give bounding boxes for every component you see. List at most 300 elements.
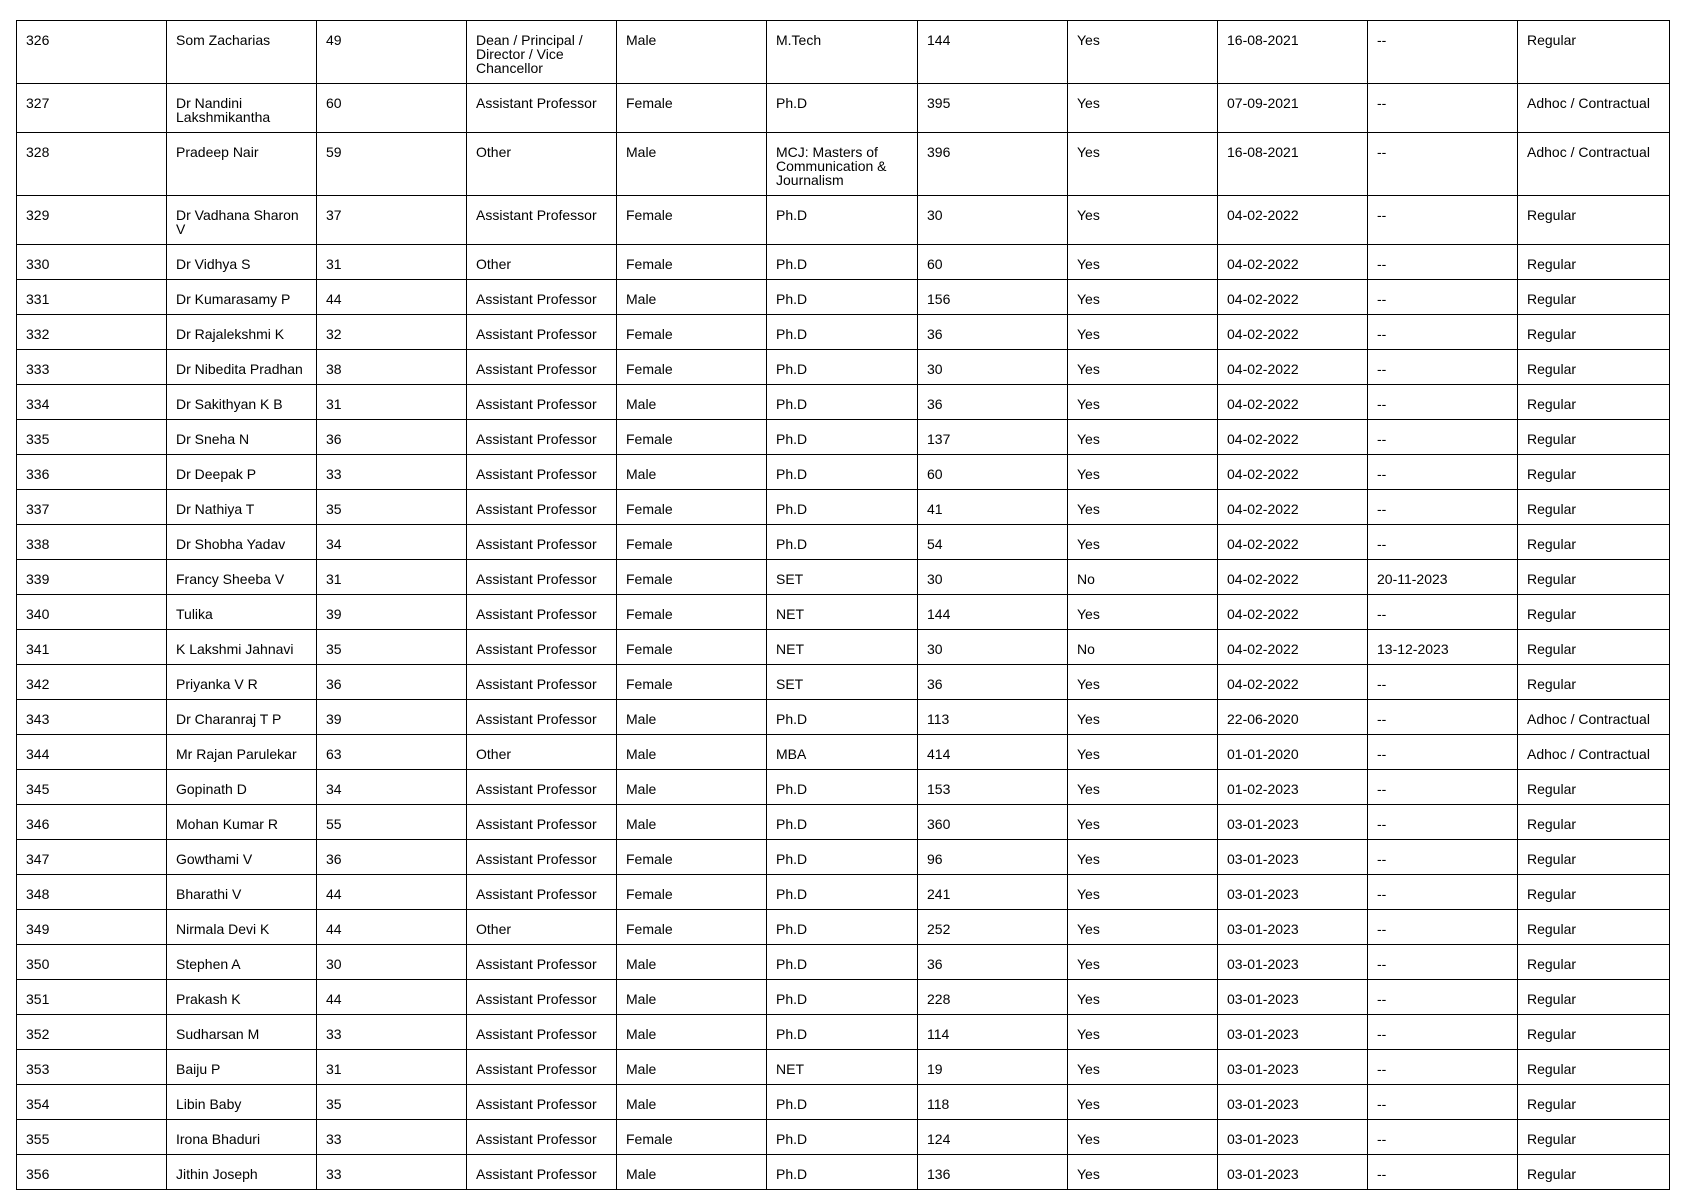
- qualification-cell: Ph.D: [767, 455, 918, 490]
- leaving-date-cell: --: [1368, 665, 1518, 700]
- name-cell: Dr Sneha N: [167, 420, 317, 455]
- table-row: [17, 735, 1670, 770]
- serial-number-cell: 329: [17, 196, 167, 245]
- name-cell: Mohan Kumar R: [167, 805, 317, 840]
- experience-months-cell: 156: [918, 280, 1068, 315]
- designation-cell: Assistant Professor: [467, 630, 617, 665]
- gender-cell: Female: [617, 84, 767, 133]
- currently-working-cell: No: [1068, 560, 1218, 595]
- age-cell: 32: [317, 315, 467, 350]
- name-cell: Dr Nandini Lakshmikantha: [167, 84, 317, 133]
- table-row: [17, 21, 1670, 84]
- gender-cell: Female: [617, 595, 767, 630]
- designation-cell: Assistant Professor: [467, 525, 617, 560]
- gender-cell: Female: [617, 350, 767, 385]
- currently-working-cell: Yes: [1068, 595, 1218, 630]
- qualification-cell: Ph.D: [767, 945, 918, 980]
- experience-months-cell: 60: [918, 245, 1068, 280]
- age-cell: 44: [317, 875, 467, 910]
- gender-cell: Female: [617, 245, 767, 280]
- currently-working-cell: Yes: [1068, 84, 1218, 133]
- name-cell: Mr Rajan Parulekar: [167, 735, 317, 770]
- designation-cell: Assistant Professor: [467, 385, 617, 420]
- gender-cell: Male: [617, 945, 767, 980]
- table-row: [17, 455, 1670, 490]
- serial-number-cell: 337: [17, 490, 167, 525]
- currently-working-cell: Yes: [1068, 805, 1218, 840]
- serial-number-cell: 333: [17, 350, 167, 385]
- joining-date-cell: 01-02-2023: [1218, 770, 1368, 805]
- age-cell: 31: [317, 385, 467, 420]
- age-cell: 35: [317, 1085, 467, 1120]
- leaving-date-cell: --: [1368, 805, 1518, 840]
- currently-working-cell: Yes: [1068, 945, 1218, 980]
- name-cell: Pradeep Nair: [167, 133, 317, 196]
- gender-cell: Male: [617, 280, 767, 315]
- leaving-date-cell: --: [1368, 1155, 1518, 1190]
- joining-date-cell: 03-01-2023: [1218, 980, 1368, 1015]
- table-row: [17, 84, 1670, 133]
- serial-number-cell: 345: [17, 770, 167, 805]
- experience-months-cell: 414: [918, 735, 1068, 770]
- leaving-date-cell: --: [1368, 875, 1518, 910]
- leaving-date-cell: --: [1368, 980, 1518, 1015]
- gender-cell: Female: [617, 630, 767, 665]
- leaving-date-cell: 20-11-2023: [1368, 560, 1518, 595]
- designation-cell: Assistant Professor: [467, 280, 617, 315]
- age-cell: 33: [317, 1015, 467, 1050]
- serial-number-cell: 353: [17, 1050, 167, 1085]
- name-cell: Sudharsan M: [167, 1015, 317, 1050]
- appointment-type-cell: Adhoc / Contractual: [1518, 735, 1670, 770]
- age-cell: 33: [317, 1120, 467, 1155]
- designation-cell: Assistant Professor: [467, 980, 617, 1015]
- designation-cell: Assistant Professor: [467, 875, 617, 910]
- qualification-cell: NET: [767, 595, 918, 630]
- currently-working-cell: Yes: [1068, 315, 1218, 350]
- leaving-date-cell: --: [1368, 770, 1518, 805]
- leaving-date-cell: --: [1368, 1050, 1518, 1085]
- qualification-cell: SET: [767, 665, 918, 700]
- currently-working-cell: Yes: [1068, 700, 1218, 735]
- joining-date-cell: 16-08-2021: [1218, 21, 1368, 84]
- name-cell: K Lakshmi Jahnavi: [167, 630, 317, 665]
- gender-cell: Female: [617, 196, 767, 245]
- appointment-type-cell: Regular: [1518, 1155, 1670, 1190]
- age-cell: 34: [317, 525, 467, 560]
- name-cell: Dr Charanraj T P: [167, 700, 317, 735]
- designation-cell: Assistant Professor: [467, 490, 617, 525]
- gender-cell: Female: [617, 875, 767, 910]
- name-cell: Jithin Joseph: [167, 1155, 317, 1190]
- leaving-date-cell: --: [1368, 245, 1518, 280]
- appointment-type-cell: Regular: [1518, 560, 1670, 595]
- serial-number-cell: 354: [17, 1085, 167, 1120]
- gender-cell: Male: [617, 21, 767, 84]
- gender-cell: Female: [617, 315, 767, 350]
- name-cell: Prakash K: [167, 980, 317, 1015]
- appointment-type-cell: Regular: [1518, 525, 1670, 560]
- table-row: [17, 875, 1670, 910]
- qualification-cell: M.Tech: [767, 21, 918, 84]
- appointment-type-cell: Regular: [1518, 1050, 1670, 1085]
- name-cell: Dr Vidhya S: [167, 245, 317, 280]
- gender-cell: Male: [617, 385, 767, 420]
- qualification-cell: Ph.D: [767, 980, 918, 1015]
- age-cell: 31: [317, 1050, 467, 1085]
- table-row: [17, 665, 1670, 700]
- name-cell: Dr Nathiya T: [167, 490, 317, 525]
- table-row: [17, 1050, 1670, 1085]
- serial-number-cell: 341: [17, 630, 167, 665]
- appointment-type-cell: Regular: [1518, 1120, 1670, 1155]
- serial-number-cell: 339: [17, 560, 167, 595]
- appointment-type-cell: Regular: [1518, 385, 1670, 420]
- qualification-cell: MCJ: Masters of Communication & Journalism: [767, 133, 918, 196]
- appointment-type-cell: Regular: [1518, 21, 1670, 84]
- age-cell: 31: [317, 245, 467, 280]
- currently-working-cell: Yes: [1068, 665, 1218, 700]
- leaving-date-cell: --: [1368, 840, 1518, 875]
- age-cell: 34: [317, 770, 467, 805]
- experience-months-cell: 252: [918, 910, 1068, 945]
- appointment-type-cell: Regular: [1518, 910, 1670, 945]
- designation-cell: Assistant Professor: [467, 1120, 617, 1155]
- table-row: [17, 1155, 1670, 1190]
- currently-working-cell: Yes: [1068, 455, 1218, 490]
- appointment-type-cell: Regular: [1518, 490, 1670, 525]
- designation-cell: Assistant Professor: [467, 84, 617, 133]
- table-row: [17, 525, 1670, 560]
- qualification-cell: Ph.D: [767, 875, 918, 910]
- qualification-cell: Ph.D: [767, 490, 918, 525]
- table-row: [17, 420, 1670, 455]
- table-row: [17, 595, 1670, 630]
- age-cell: 33: [317, 455, 467, 490]
- qualification-cell: Ph.D: [767, 840, 918, 875]
- serial-number-cell: 348: [17, 875, 167, 910]
- table-row: [17, 1085, 1670, 1120]
- age-cell: 38: [317, 350, 467, 385]
- name-cell: Baiju P: [167, 1050, 317, 1085]
- serial-number-cell: 336: [17, 455, 167, 490]
- faculty-table: [16, 20, 1670, 1190]
- designation-cell: Assistant Professor: [467, 350, 617, 385]
- designation-cell: Assistant Professor: [467, 1155, 617, 1190]
- table-row: [17, 490, 1670, 525]
- leaving-date-cell: --: [1368, 1015, 1518, 1050]
- age-cell: 36: [317, 420, 467, 455]
- currently-working-cell: No: [1068, 630, 1218, 665]
- table-row: [17, 980, 1670, 1015]
- appointment-type-cell: Adhoc / Contractual: [1518, 84, 1670, 133]
- currently-working-cell: Yes: [1068, 525, 1218, 560]
- table-row: [17, 840, 1670, 875]
- experience-months-cell: 136: [918, 1155, 1068, 1190]
- name-cell: Tulika: [167, 595, 317, 630]
- table-row: [17, 133, 1670, 196]
- qualification-cell: NET: [767, 630, 918, 665]
- designation-cell: Assistant Professor: [467, 1015, 617, 1050]
- table-row: [17, 280, 1670, 315]
- leaving-date-cell: --: [1368, 735, 1518, 770]
- name-cell: Gopinath D: [167, 770, 317, 805]
- gender-cell: Male: [617, 980, 767, 1015]
- appointment-type-cell: Regular: [1518, 350, 1670, 385]
- age-cell: 60: [317, 84, 467, 133]
- experience-months-cell: 153: [918, 770, 1068, 805]
- experience-months-cell: 144: [918, 595, 1068, 630]
- qualification-cell: Ph.D: [767, 280, 918, 315]
- designation-cell: Assistant Professor: [467, 1050, 617, 1085]
- name-cell: Bharathi V: [167, 875, 317, 910]
- joining-date-cell: 04-02-2022: [1218, 350, 1368, 385]
- joining-date-cell: 04-02-2022: [1218, 385, 1368, 420]
- appointment-type-cell: Regular: [1518, 840, 1670, 875]
- name-cell: Stephen A: [167, 945, 317, 980]
- leaving-date-cell: --: [1368, 945, 1518, 980]
- joining-date-cell: 04-02-2022: [1218, 280, 1368, 315]
- appointment-type-cell: Regular: [1518, 945, 1670, 980]
- currently-working-cell: Yes: [1068, 280, 1218, 315]
- experience-months-cell: 36: [918, 385, 1068, 420]
- appointment-type-cell: Regular: [1518, 1085, 1670, 1120]
- joining-date-cell: 04-02-2022: [1218, 630, 1368, 665]
- appointment-type-cell: Regular: [1518, 665, 1670, 700]
- leaving-date-cell: --: [1368, 420, 1518, 455]
- qualification-cell: Ph.D: [767, 1120, 918, 1155]
- joining-date-cell: 03-01-2023: [1218, 945, 1368, 980]
- age-cell: 36: [317, 665, 467, 700]
- experience-months-cell: 118: [918, 1085, 1068, 1120]
- appointment-type-cell: Regular: [1518, 875, 1670, 910]
- designation-cell: Assistant Professor: [467, 1085, 617, 1120]
- appointment-type-cell: Regular: [1518, 315, 1670, 350]
- experience-months-cell: 360: [918, 805, 1068, 840]
- designation-cell: Assistant Professor: [467, 196, 617, 245]
- currently-working-cell: Yes: [1068, 490, 1218, 525]
- gender-cell: Female: [617, 1120, 767, 1155]
- age-cell: 44: [317, 280, 467, 315]
- joining-date-cell: 04-02-2022: [1218, 245, 1368, 280]
- designation-cell: Assistant Professor: [467, 840, 617, 875]
- gender-cell: Male: [617, 455, 767, 490]
- qualification-cell: Ph.D: [767, 385, 918, 420]
- gender-cell: Male: [617, 1050, 767, 1085]
- table-row: [17, 770, 1670, 805]
- serial-number-cell: 346: [17, 805, 167, 840]
- leaving-date-cell: --: [1368, 1120, 1518, 1155]
- joining-date-cell: 03-01-2023: [1218, 875, 1368, 910]
- leaving-date-cell: --: [1368, 350, 1518, 385]
- designation-cell: Assistant Professor: [467, 455, 617, 490]
- joining-date-cell: 03-01-2023: [1218, 1015, 1368, 1050]
- name-cell: Irona Bhaduri: [167, 1120, 317, 1155]
- age-cell: 39: [317, 700, 467, 735]
- currently-working-cell: Yes: [1068, 245, 1218, 280]
- leaving-date-cell: --: [1368, 525, 1518, 560]
- currently-working-cell: Yes: [1068, 770, 1218, 805]
- appointment-type-cell: Regular: [1518, 245, 1670, 280]
- currently-working-cell: Yes: [1068, 350, 1218, 385]
- currently-working-cell: Yes: [1068, 875, 1218, 910]
- joining-date-cell: 07-09-2021: [1218, 84, 1368, 133]
- qualification-cell: Ph.D: [767, 245, 918, 280]
- leaving-date-cell: --: [1368, 21, 1518, 84]
- name-cell: Dr Vadhana Sharon V: [167, 196, 317, 245]
- leaving-date-cell: --: [1368, 910, 1518, 945]
- appointment-type-cell: Adhoc / Contractual: [1518, 700, 1670, 735]
- serial-number-cell: 332: [17, 315, 167, 350]
- table-row: [17, 315, 1670, 350]
- leaving-date-cell: --: [1368, 455, 1518, 490]
- serial-number-cell: 327: [17, 84, 167, 133]
- leaving-date-cell: --: [1368, 280, 1518, 315]
- qualification-cell: NET: [767, 1050, 918, 1085]
- appointment-type-cell: Regular: [1518, 455, 1670, 490]
- joining-date-cell: 04-02-2022: [1218, 196, 1368, 245]
- gender-cell: Male: [617, 700, 767, 735]
- serial-number-cell: 356: [17, 1155, 167, 1190]
- joining-date-cell: 04-02-2022: [1218, 665, 1368, 700]
- experience-months-cell: 30: [918, 350, 1068, 385]
- experience-months-cell: 36: [918, 945, 1068, 980]
- gender-cell: Male: [617, 735, 767, 770]
- qualification-cell: Ph.D: [767, 315, 918, 350]
- gender-cell: Female: [617, 910, 767, 945]
- appointment-type-cell: Regular: [1518, 770, 1670, 805]
- gender-cell: Female: [617, 490, 767, 525]
- joining-date-cell: 22-06-2020: [1218, 700, 1368, 735]
- appointment-type-cell: Regular: [1518, 280, 1670, 315]
- experience-months-cell: 54: [918, 525, 1068, 560]
- designation-cell: Other: [467, 735, 617, 770]
- gender-cell: Female: [617, 420, 767, 455]
- name-cell: Dr Deepak P: [167, 455, 317, 490]
- appointment-type-cell: Regular: [1518, 1015, 1670, 1050]
- name-cell: Dr Sakithyan K B: [167, 385, 317, 420]
- serial-number-cell: 352: [17, 1015, 167, 1050]
- name-cell: Dr Shobha Yadav: [167, 525, 317, 560]
- leaving-date-cell: --: [1368, 490, 1518, 525]
- experience-months-cell: 41: [918, 490, 1068, 525]
- designation-cell: Assistant Professor: [467, 945, 617, 980]
- serial-number-cell: 338: [17, 525, 167, 560]
- age-cell: 35: [317, 490, 467, 525]
- currently-working-cell: Yes: [1068, 133, 1218, 196]
- table-row: [17, 350, 1670, 385]
- serial-number-cell: 326: [17, 21, 167, 84]
- leaving-date-cell: --: [1368, 1085, 1518, 1120]
- gender-cell: Male: [617, 805, 767, 840]
- currently-working-cell: Yes: [1068, 385, 1218, 420]
- joining-date-cell: 03-01-2023: [1218, 840, 1368, 875]
- joining-date-cell: 03-01-2023: [1218, 1120, 1368, 1155]
- currently-working-cell: Yes: [1068, 910, 1218, 945]
- serial-number-cell: 331: [17, 280, 167, 315]
- experience-months-cell: 144: [918, 21, 1068, 84]
- joining-date-cell: 03-01-2023: [1218, 1085, 1368, 1120]
- leaving-date-cell: --: [1368, 84, 1518, 133]
- qualification-cell: Ph.D: [767, 525, 918, 560]
- joining-date-cell: 04-02-2022: [1218, 560, 1368, 595]
- experience-months-cell: 60: [918, 455, 1068, 490]
- appointment-type-cell: Regular: [1518, 630, 1670, 665]
- gender-cell: Female: [617, 560, 767, 595]
- currently-working-cell: Yes: [1068, 420, 1218, 455]
- leaving-date-cell: --: [1368, 700, 1518, 735]
- experience-months-cell: 241: [918, 875, 1068, 910]
- age-cell: 31: [317, 560, 467, 595]
- designation-cell: Assistant Professor: [467, 315, 617, 350]
- name-cell: Libin Baby: [167, 1085, 317, 1120]
- designation-cell: Other: [467, 133, 617, 196]
- joining-date-cell: 01-01-2020: [1218, 735, 1368, 770]
- serial-number-cell: 335: [17, 420, 167, 455]
- age-cell: 55: [317, 805, 467, 840]
- table-row: [17, 1015, 1670, 1050]
- gender-cell: Female: [617, 840, 767, 875]
- age-cell: 37: [317, 196, 467, 245]
- designation-cell: Assistant Professor: [467, 805, 617, 840]
- qualification-cell: Ph.D: [767, 700, 918, 735]
- gender-cell: Male: [617, 1155, 767, 1190]
- gender-cell: Male: [617, 1085, 767, 1120]
- serial-number-cell: 355: [17, 1120, 167, 1155]
- table-row: [17, 805, 1670, 840]
- table-row: [17, 245, 1670, 280]
- currently-working-cell: Yes: [1068, 1015, 1218, 1050]
- age-cell: 44: [317, 910, 467, 945]
- designation-cell: Assistant Professor: [467, 420, 617, 455]
- age-cell: 33: [317, 1155, 467, 1190]
- qualification-cell: Ph.D: [767, 910, 918, 945]
- qualification-cell: Ph.D: [767, 770, 918, 805]
- joining-date-cell: 04-02-2022: [1218, 525, 1368, 560]
- qualification-cell: Ph.D: [767, 196, 918, 245]
- age-cell: 30: [317, 945, 467, 980]
- table-row: [17, 385, 1670, 420]
- joining-date-cell: 03-01-2023: [1218, 1050, 1368, 1085]
- joining-date-cell: 03-01-2023: [1218, 1155, 1368, 1190]
- leaving-date-cell: --: [1368, 196, 1518, 245]
- qualification-cell: SET: [767, 560, 918, 595]
- appointment-type-cell: Regular: [1518, 196, 1670, 245]
- serial-number-cell: 343: [17, 700, 167, 735]
- currently-working-cell: Yes: [1068, 840, 1218, 875]
- gender-cell: Male: [617, 133, 767, 196]
- experience-months-cell: 19: [918, 1050, 1068, 1085]
- appointment-type-cell: Regular: [1518, 420, 1670, 455]
- joining-date-cell: 04-02-2022: [1218, 315, 1368, 350]
- designation-cell: Assistant Professor: [467, 665, 617, 700]
- serial-number-cell: 330: [17, 245, 167, 280]
- designation-cell: Assistant Professor: [467, 700, 617, 735]
- experience-months-cell: 137: [918, 420, 1068, 455]
- age-cell: 44: [317, 980, 467, 1015]
- experience-months-cell: 113: [918, 700, 1068, 735]
- gender-cell: Female: [617, 525, 767, 560]
- serial-number-cell: 347: [17, 840, 167, 875]
- qualification-cell: Ph.D: [767, 84, 918, 133]
- experience-months-cell: 114: [918, 1015, 1068, 1050]
- serial-number-cell: 350: [17, 945, 167, 980]
- joining-date-cell: 16-08-2021: [1218, 133, 1368, 196]
- table-row: [17, 630, 1670, 665]
- gender-cell: Male: [617, 770, 767, 805]
- experience-months-cell: 96: [918, 840, 1068, 875]
- qualification-cell: Ph.D: [767, 805, 918, 840]
